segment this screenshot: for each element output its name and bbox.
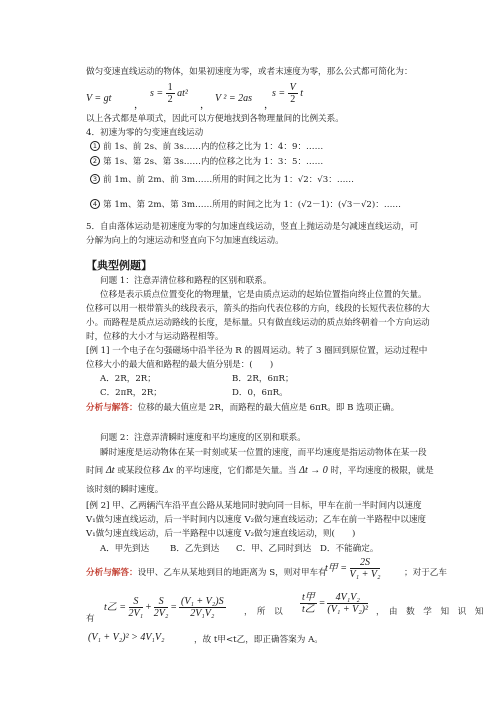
conclusion-text: ，故 t甲<t乙，即正确答案为 A。 [194, 635, 323, 645]
ratio-fraction [300, 592, 317, 615]
example2-option-d: D．不能确定。 [320, 544, 379, 554]
q2-paragraph-line-2 [86, 465, 434, 477]
formula-s-v2-t [272, 82, 303, 105]
item-text: 第 1s、第 2s、第 3s……内的位移之比为 1：3：5：…… [103, 157, 324, 167]
suoyi-text: ， 所 以 [244, 607, 283, 617]
item-text: 前 1m、前 2m、前 3m……所用的时间之比为 1：√2：√3：…… [103, 175, 355, 185]
example1-line-2: 位移大小的最大值和路程的最大值分别是：( ) [86, 360, 274, 370]
fraction-denominator: 2V₂ [153, 608, 169, 619]
circled-number-icon: 1 [90, 141, 100, 151]
circled-number-icon: 2 [90, 156, 100, 166]
has-label: 有 [86, 614, 95, 624]
example2-line-3: V₁做匀速直线运动，后一半路程中以速度 V₂做匀速直线运动，则( ) [86, 529, 356, 539]
fraction-denominator: V₁ + V₂ [349, 569, 381, 580]
formula-at2: at² [177, 87, 188, 99]
intro-line-1: 做匀变速直线运动的物体，如果初速度为零，或者末速度为零，那么公式都可简化为： [86, 67, 413, 77]
section5-line-1: 5．自由落体运动是初速度为零的匀加速直线运动，竖直上抛运动是匀减速直线运动，可 [86, 222, 419, 232]
inequality-formula: (V₁ + V₂)² > 4V₁V₂ [88, 632, 165, 643]
q1-paragraph-line-4: 时，位移的大小才与运动路程相等。 [86, 332, 224, 342]
text-part: 的平均速度，它们都是矢量。当 [176, 466, 297, 476]
example1-option-d: D．0，6πR。 [232, 388, 288, 398]
fraction-numerator: t甲 [302, 592, 315, 603]
examples-heading: 【典型例题】 [86, 259, 152, 272]
q2-paragraph-line-1: 瞬时速度是运动物体在某一时刻或某一位置的速度，而平均速度是指运动物体在某一段 [100, 448, 427, 458]
fraction-denominator: 2V₁V₂ [190, 608, 215, 619]
example2-answer [86, 567, 327, 579]
fraction-3 [179, 596, 226, 619]
example2-line-1: [例 2] 甲、乙两辆汽车沿平直公路从某地同时驶向同一目标，甲车在前一半时间内以速度 [86, 501, 422, 511]
example1-answer [86, 402, 399, 414]
equals-sign: = [319, 597, 325, 609]
fraction-numerator: V [289, 82, 296, 93]
section4-title: 4．初速为零的匀变速直线运动 [86, 128, 204, 138]
text-part: 时，平均速度的极限，就是 [330, 466, 434, 476]
fraction-numerator: 1 [167, 82, 173, 93]
formula-sep-2: ， [200, 100, 210, 111]
q2-title: 问题 2：注意弄清瞬时速度和平均速度的区别和联系。 [100, 433, 306, 443]
t-yi-formula [104, 596, 226, 619]
fraction-2 [154, 596, 169, 619]
t-jia-formula [325, 557, 380, 580]
section4-item-4 [90, 199, 401, 211]
item-text: 第 1m、第 2m、第 3m……所用的时间之比为 1：(√2－1)：(√3－√2)：…… [103, 200, 402, 210]
fraction-denominator: 2V₁ [128, 608, 144, 619]
equals-sign: = [170, 601, 177, 613]
fraction-denominator: 2 [167, 94, 173, 105]
formula-lhs: t乙 = [104, 601, 127, 613]
delta-t-symbol: Δt [105, 465, 115, 476]
answer-label: 分析与解答： [86, 568, 138, 578]
item-text: 前 1s、前 2s、前 3s……内的位移之比为 1：4：9：…… [103, 142, 324, 152]
text-part: 或某段位移 [117, 466, 161, 476]
fraction-numerator: (V₁ + V₂)S [181, 596, 224, 607]
q1-paragraph-line-1: 位移是表示质点位置变化的物理量，它是由质点运动的起始位置指向终止位置的矢量。 [100, 290, 427, 300]
q1-title: 问题 1：注意弄清位移和路程的区别和联系。 [100, 276, 272, 286]
q2-paragraph-line-3: 该时刻的瞬时速度。 [86, 485, 164, 495]
formula-t: t [300, 87, 304, 99]
formula-s-label: s = [150, 87, 164, 99]
answer-text: 位移的最大值应是 2R，而路程的最大值应是 6πR。即 B 选项正确。 [137, 403, 400, 413]
plus-sign: + [145, 601, 152, 613]
example1-option-b: B．2R，6πR； [232, 374, 294, 384]
example2-line-2: V₁做匀速直线运动，后一半时间内以速度 V₂做匀速直线运动；乙车在前一半路程中以速度 [86, 515, 427, 525]
example2-option-b: B．乙先到达 [170, 544, 220, 554]
fraction-denominator: 2 [290, 94, 296, 105]
formula-v2-2as: V ² = 2as [215, 93, 253, 104]
limit-symbol: Δt → 0 [299, 465, 328, 476]
q1-paragraph-line-2: 位移可以用一根带箭头的线段表示，箭头的指向代表位移的方向，线段的长短代表位移的大 [86, 304, 430, 314]
circled-number-icon: 4 [90, 199, 100, 209]
formula-lhs: t甲 = [325, 562, 348, 574]
formula-sep-3: ， [264, 100, 274, 111]
ratio-formula [300, 592, 368, 615]
formula-s-half-at2 [150, 82, 188, 105]
fraction-numerator: 4V₁V₂ [327, 592, 368, 604]
answer-text: 设甲、乙车从某地到目的地距离为 S，则对甲车有 [137, 568, 327, 578]
intro-line-2: 以上各式都是单项式，因此可以方便地找到各物理量间的比例关系。 [86, 114, 344, 124]
t-jia-fraction [350, 557, 381, 580]
section4-item-3 [90, 174, 354, 186]
example2-option-a: A．甲先到达 [100, 544, 150, 554]
example1-option-c: C．2πR，2R； [100, 388, 162, 398]
example1-line-1: [例 1] 一个电子在匀强磁场中沿半径为 R 的圆周运动。转了 3 圈回到原位置，运动过程中 [86, 346, 428, 356]
math-knowledge-text: ， 由 数 学 知 识 知 [376, 607, 484, 617]
fraction-numerator: S [129, 596, 144, 608]
fraction-numerator: 2S [350, 557, 381, 569]
answer-label: 分析与解答： [86, 403, 138, 413]
section4-item-2 [90, 156, 323, 168]
delta-x-symbol: Δx [163, 465, 174, 476]
fraction-denominator: (V₁ + V₂)² [327, 604, 368, 615]
formula-v-over-2 [288, 82, 298, 105]
formula-half-fraction [166, 82, 175, 105]
example1-option-a: A．2R，2R； [100, 374, 156, 384]
ratio-result-fraction [327, 592, 368, 615]
circled-number-icon: 3 [90, 174, 100, 184]
formula-sep-1: ， [134, 100, 144, 111]
text-part: 时间 [86, 466, 104, 476]
section5-line-2: 分解为向上的匀速运动和竖直向下匀加速直线运动。 [86, 236, 284, 246]
example2-option-c: C．甲、乙同时到达 [236, 544, 312, 554]
fraction-numerator: S [154, 596, 169, 608]
section4-item-1 [90, 141, 323, 153]
fraction-denominator: t乙 [302, 604, 315, 615]
q1-paragraph-line-3: 小。而路程是质点运动路线的长度，是标量。只有做直线运动的质点始终朝着一个方向运动 [86, 318, 430, 328]
answer-tail: ；对于乙车 [404, 568, 447, 578]
fraction-1 [129, 596, 144, 619]
formula-s-label-2: s = [272, 87, 286, 99]
formula-v-gt: V = gt [86, 93, 112, 104]
